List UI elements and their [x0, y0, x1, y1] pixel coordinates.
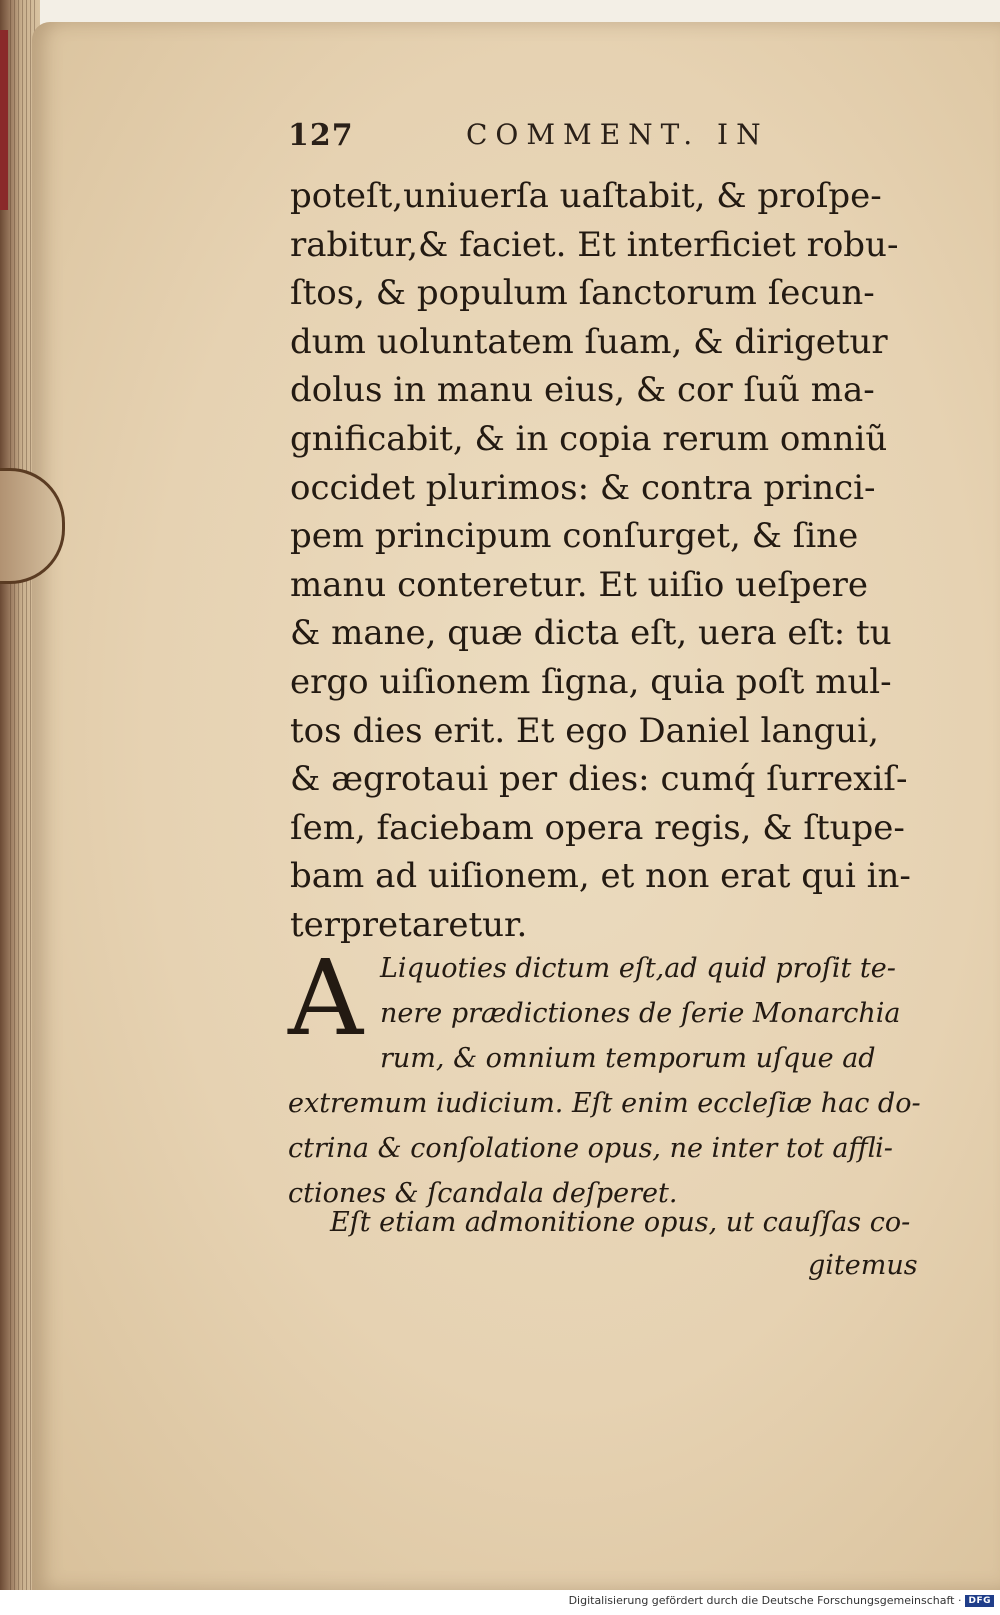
text-line: ſtos, & populum ſanctorum ſecun- — [290, 273, 875, 314]
drop-cap-initial: A — [288, 937, 364, 1059]
red-edge-marking — [0, 30, 8, 210]
text-line: ergo uiſionem ſigna, quia poſt mul- — [290, 661, 892, 702]
text-line: & mane, quæ dicta eſt, uera eſt: tu — [290, 613, 892, 654]
text-line: & ægrotaui per dies: cumq́ ſurrexiſ- — [290, 759, 908, 800]
text-line: manu conteretur. Et uiſio ueſpere — [290, 564, 869, 605]
text-line: rabitur,& faciet. Et interficiet robu- — [290, 224, 899, 265]
folio-number: 127 — [288, 118, 354, 153]
text-line: poteſt,uniuerſa uaſtabit, & proſpe- — [290, 176, 882, 216]
commentary-text — [288, 937, 928, 1216]
commentary-line: Liquoties dictum eſt,ad quid proſit te- — [380, 953, 896, 984]
credit-text: Digitalisierung gefördert durch die Deutsche Forschungsgemeinschaft · — [568, 1594, 962, 1607]
scripture-text — [290, 172, 930, 950]
text-line: tos dies erit. Et ego Daniel langui, — [290, 710, 879, 751]
text-line: ſem, faciebam opera regis, & ſtupe- — [290, 807, 905, 848]
commentary-line: ctiones & ſcandala deſperet. — [288, 1178, 678, 1209]
text-line: dolus in manu eius, & cor ſuũ ma- — [290, 370, 875, 411]
digitization-credit — [569, 1594, 994, 1607]
dfg-logo: DFG — [965, 1595, 994, 1607]
text-line: occidet plurimos: & contra princi- — [290, 467, 876, 508]
commentary-line: nere prædictiones de ſerie Monarchia — [380, 998, 901, 1029]
page-header — [288, 118, 848, 158]
commentary-line: ctrina & conſolatione opus, ne inter tot affli- — [288, 1133, 893, 1164]
text-line: bam ad uiſionem, et non erat qui in- — [290, 856, 911, 897]
text-line: terpretaretur. — [290, 904, 528, 945]
running-head: COMMENT. IN — [466, 118, 769, 151]
commentary-line: extremum iudicium. Eſt enim eccleſiæ hac do- — [288, 1088, 921, 1119]
text-line: dum uoluntatem ſuam, & dirigetur — [290, 321, 888, 362]
commentary-paragraph-2: Eſt etiam admonitione opus, ut cauſſas co- — [330, 1207, 911, 1238]
text-line: pem principum conſurget, & ſine — [290, 516, 859, 557]
catchword: gitemus — [808, 1250, 918, 1281]
text-line: gnificabit, & in copia rerum omniũ — [290, 418, 888, 459]
commentary-line: rum, & omnium temporum uſque ad — [380, 1043, 876, 1074]
